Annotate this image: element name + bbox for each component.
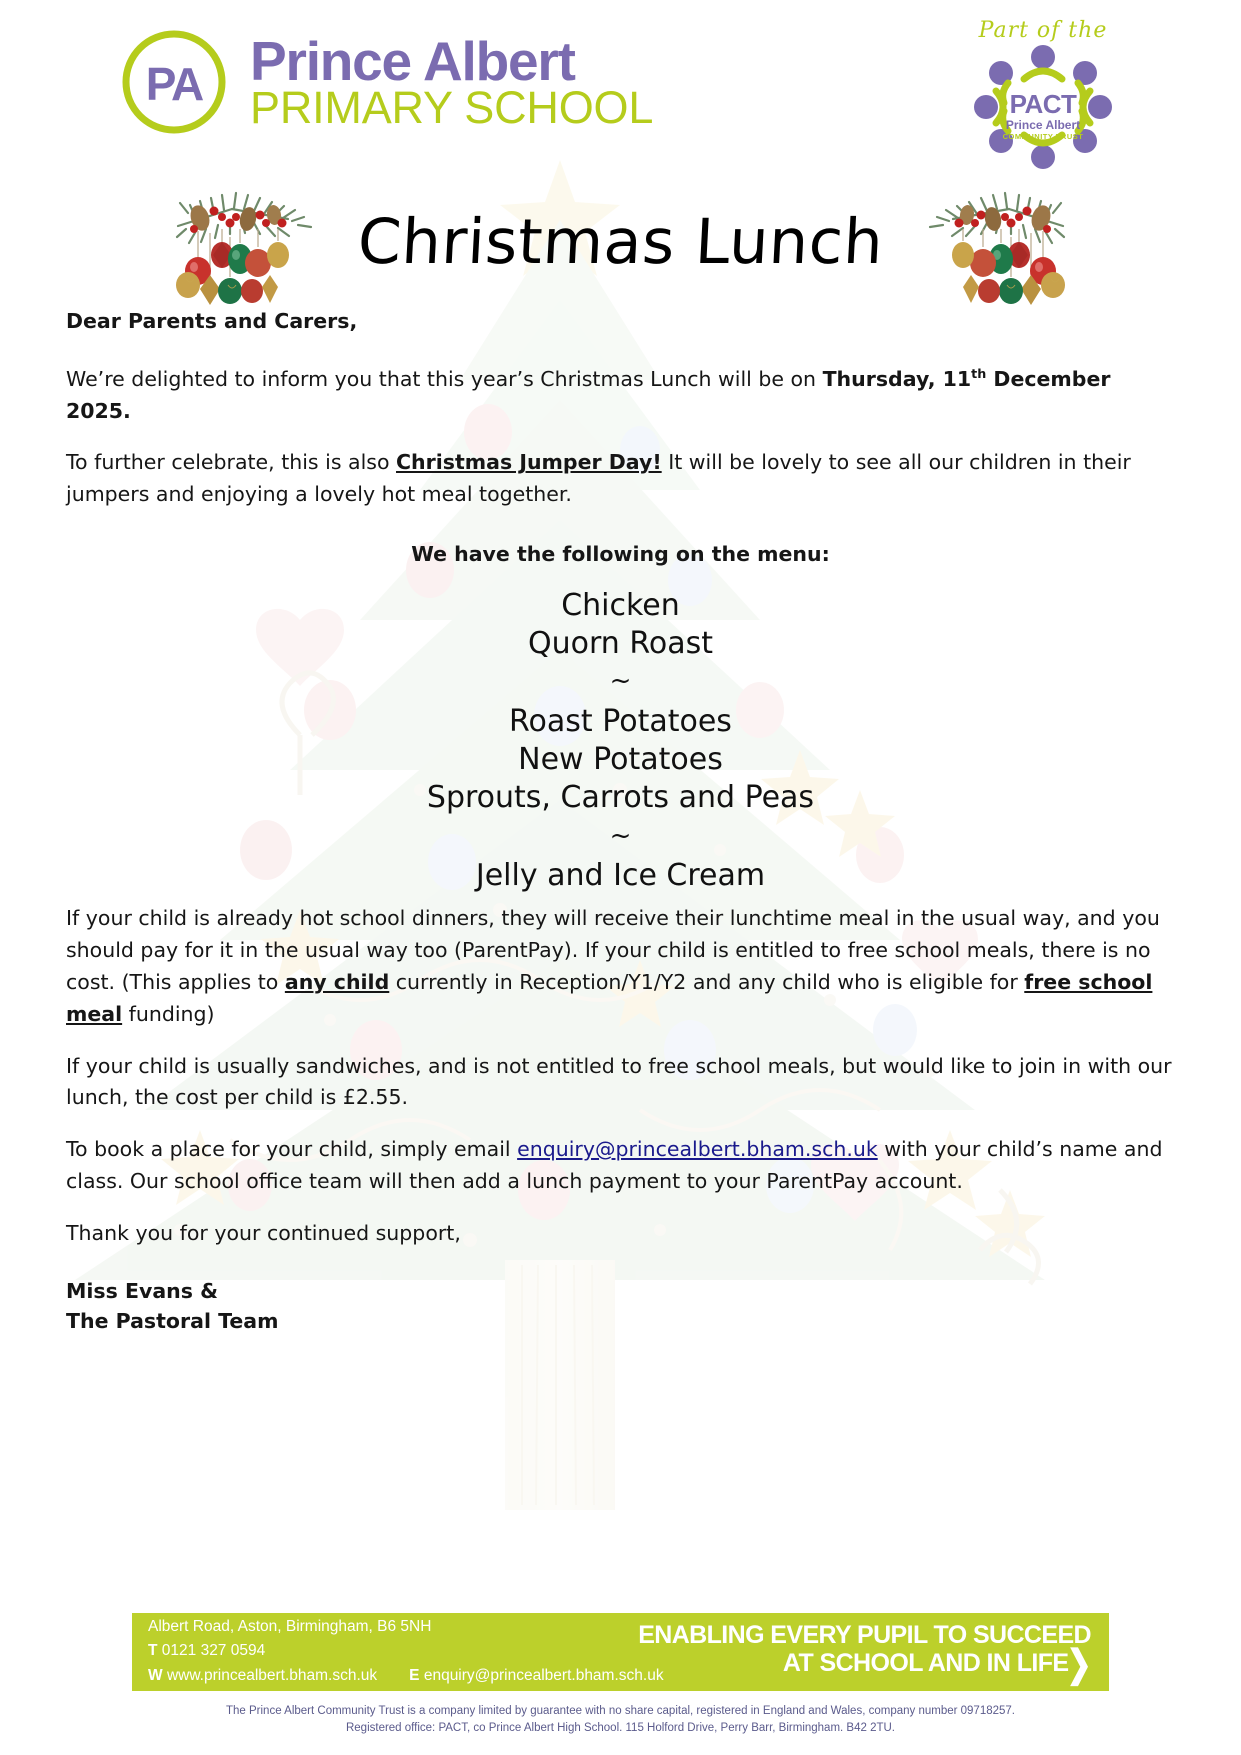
- para5-pre: To book a place for your child, simply email: [66, 1137, 518, 1162]
- footer-slogan: [638, 1620, 1091, 1686]
- page-footer: [0, 1613, 1241, 1755]
- page-title: Christmas Lunch: [355, 204, 886, 278]
- paragraph-hot-dinners: [66, 903, 1175, 1030]
- school-logo: [120, 28, 653, 136]
- phone-label: T: [148, 1642, 158, 1660]
- menu-separator: ~: [609, 666, 632, 697]
- date-ordinal-suffix: th: [971, 365, 987, 381]
- para1-pre: We’re delighted to inform you that this year’s Christmas Lunch will be on: [66, 366, 823, 391]
- pact-logo: [953, 18, 1133, 174]
- menu-separator: ~: [609, 820, 632, 851]
- paragraph-jumper-day: [66, 447, 1175, 511]
- school-type: PRIMARY SCHOOL: [250, 81, 654, 133]
- pa-roundel-icon: [120, 28, 228, 136]
- svg-text:PA: PA: [145, 58, 203, 110]
- para3-part2: currently in Reception/Y1/Y2 and any child who is eligible for: [389, 970, 1025, 994]
- pact-line2: COMMUNITY TRUST: [1002, 132, 1084, 141]
- footer-address: Albert Road, Aston, Birmingham, B6 5NH: [148, 1618, 432, 1636]
- footer-website[interactable]: [148, 1664, 377, 1688]
- pact-acronym: PACT: [1009, 89, 1077, 119]
- email-address: enquiry@princealbert.bham.sch.uk: [423, 1666, 664, 1684]
- footer-phone-row: [148, 1639, 664, 1663]
- letter-body: [0, 306, 1241, 1337]
- christmas-garland-icon: [921, 171, 1071, 311]
- paragraph-booking: [66, 1134, 1175, 1198]
- page-header: [0, 0, 1241, 170]
- title-row: [0, 176, 1241, 306]
- paragraph-thanks: Thank you for your continued support,: [66, 1220, 461, 1245]
- paragraph-sandwiches-cost: If your child is usually sandwiches, and is not entitled to free school meals, but would like to join in with our lunch, the cost per child is £2.55.: [66, 1053, 1172, 1110]
- pact-part-of-the-label: Part of the: [978, 18, 1108, 43]
- menu-list: [66, 587, 1175, 896]
- menu-heading: We have the following on the menu:: [411, 541, 830, 566]
- christmas-jumper-day-emphasis: Christmas Jumper Day!: [396, 450, 662, 475]
- footer-web-email-row: [148, 1664, 664, 1688]
- phone-number: 0121 327 0594: [161, 1642, 266, 1660]
- website-url: www.princealbert.bham.sch.uk: [166, 1666, 378, 1684]
- menu-item: Jelly and Ice Cream: [475, 858, 766, 894]
- pact-line1: Prince Albert: [1005, 118, 1081, 132]
- free-school-meal-emphasis: free school meal: [66, 970, 1153, 1026]
- para2-pre: To further celebrate, this is also: [66, 450, 397, 475]
- menu-item: New Potatoes: [518, 742, 723, 778]
- salutation: Dear Parents and Carers,: [66, 309, 358, 333]
- slogan-line-1: ENABLING EVERY PUPIL TO SUCCEED: [638, 1620, 1091, 1649]
- enquiry-email-link[interactable]: enquiry@princealbert.bham.sch.uk: [517, 1137, 878, 1162]
- footer-legal-text: [0, 1703, 1241, 1755]
- paragraph-date: [66, 364, 1175, 428]
- slogan-line-2-wrap: [638, 1644, 1091, 1686]
- menu-item: Chicken: [561, 587, 680, 623]
- legal-line-1: The Prince Albert Community Trust is a company limited by guarantee with no share capital, registered in England and Wales, company number 09718257.: [225, 1704, 1016, 1717]
- para3-part1: If your child is already hot school dinners, they will receive their lunchtime meal in the usual way, and you should pay for it in the usual way too (ParentPay). If your child is entitled to free school meals, there is no cost. (This applies to: [66, 906, 1160, 994]
- christmas-garland-icon: [170, 171, 320, 311]
- school-name: Prince Albert: [250, 30, 575, 92]
- signoff: [66, 1277, 1175, 1336]
- slogan-line-2: AT SCHOOL AND IN LIFE: [782, 1649, 1069, 1678]
- menu-item: Roast Potatoes: [509, 703, 732, 739]
- para1-day: Thursday, 11: [822, 366, 972, 391]
- para3-part3: funding): [122, 1001, 215, 1026]
- chevron-right-icon: ❯: [1066, 1644, 1091, 1686]
- footer-email[interactable]: [409, 1664, 663, 1688]
- signoff-line-1: Miss Evans &: [66, 1279, 218, 1304]
- menu-item: Sprouts, Carrots and Peas: [426, 780, 815, 816]
- para1-rest: December 2025.: [66, 366, 1111, 423]
- signoff-line-2: The Pastoral Team: [66, 1309, 279, 1334]
- footer-contact-bar: [132, 1613, 1109, 1691]
- footer-contact-details: [148, 1615, 664, 1687]
- para5-post: with your child’s name and class. Our school office team will then add a lunch payment to your ParentPay account.: [66, 1137, 1163, 1193]
- legal-line-2: Registered office: PACT, co Prince Albert High School. 115 Holford Drive, Perry Barr, Birmingham. B42 2TU.: [345, 1721, 896, 1734]
- email-label: E: [409, 1666, 420, 1684]
- web-label: W: [148, 1666, 163, 1684]
- any-child-emphasis: any child: [284, 970, 390, 994]
- pact-emblem-icon: [968, 39, 1118, 169]
- para2-post: It will be lovely to see all our children in their jumpers and enjoying a lovely hot meal together.: [66, 450, 1131, 507]
- menu-item: Quorn Roast: [528, 625, 713, 661]
